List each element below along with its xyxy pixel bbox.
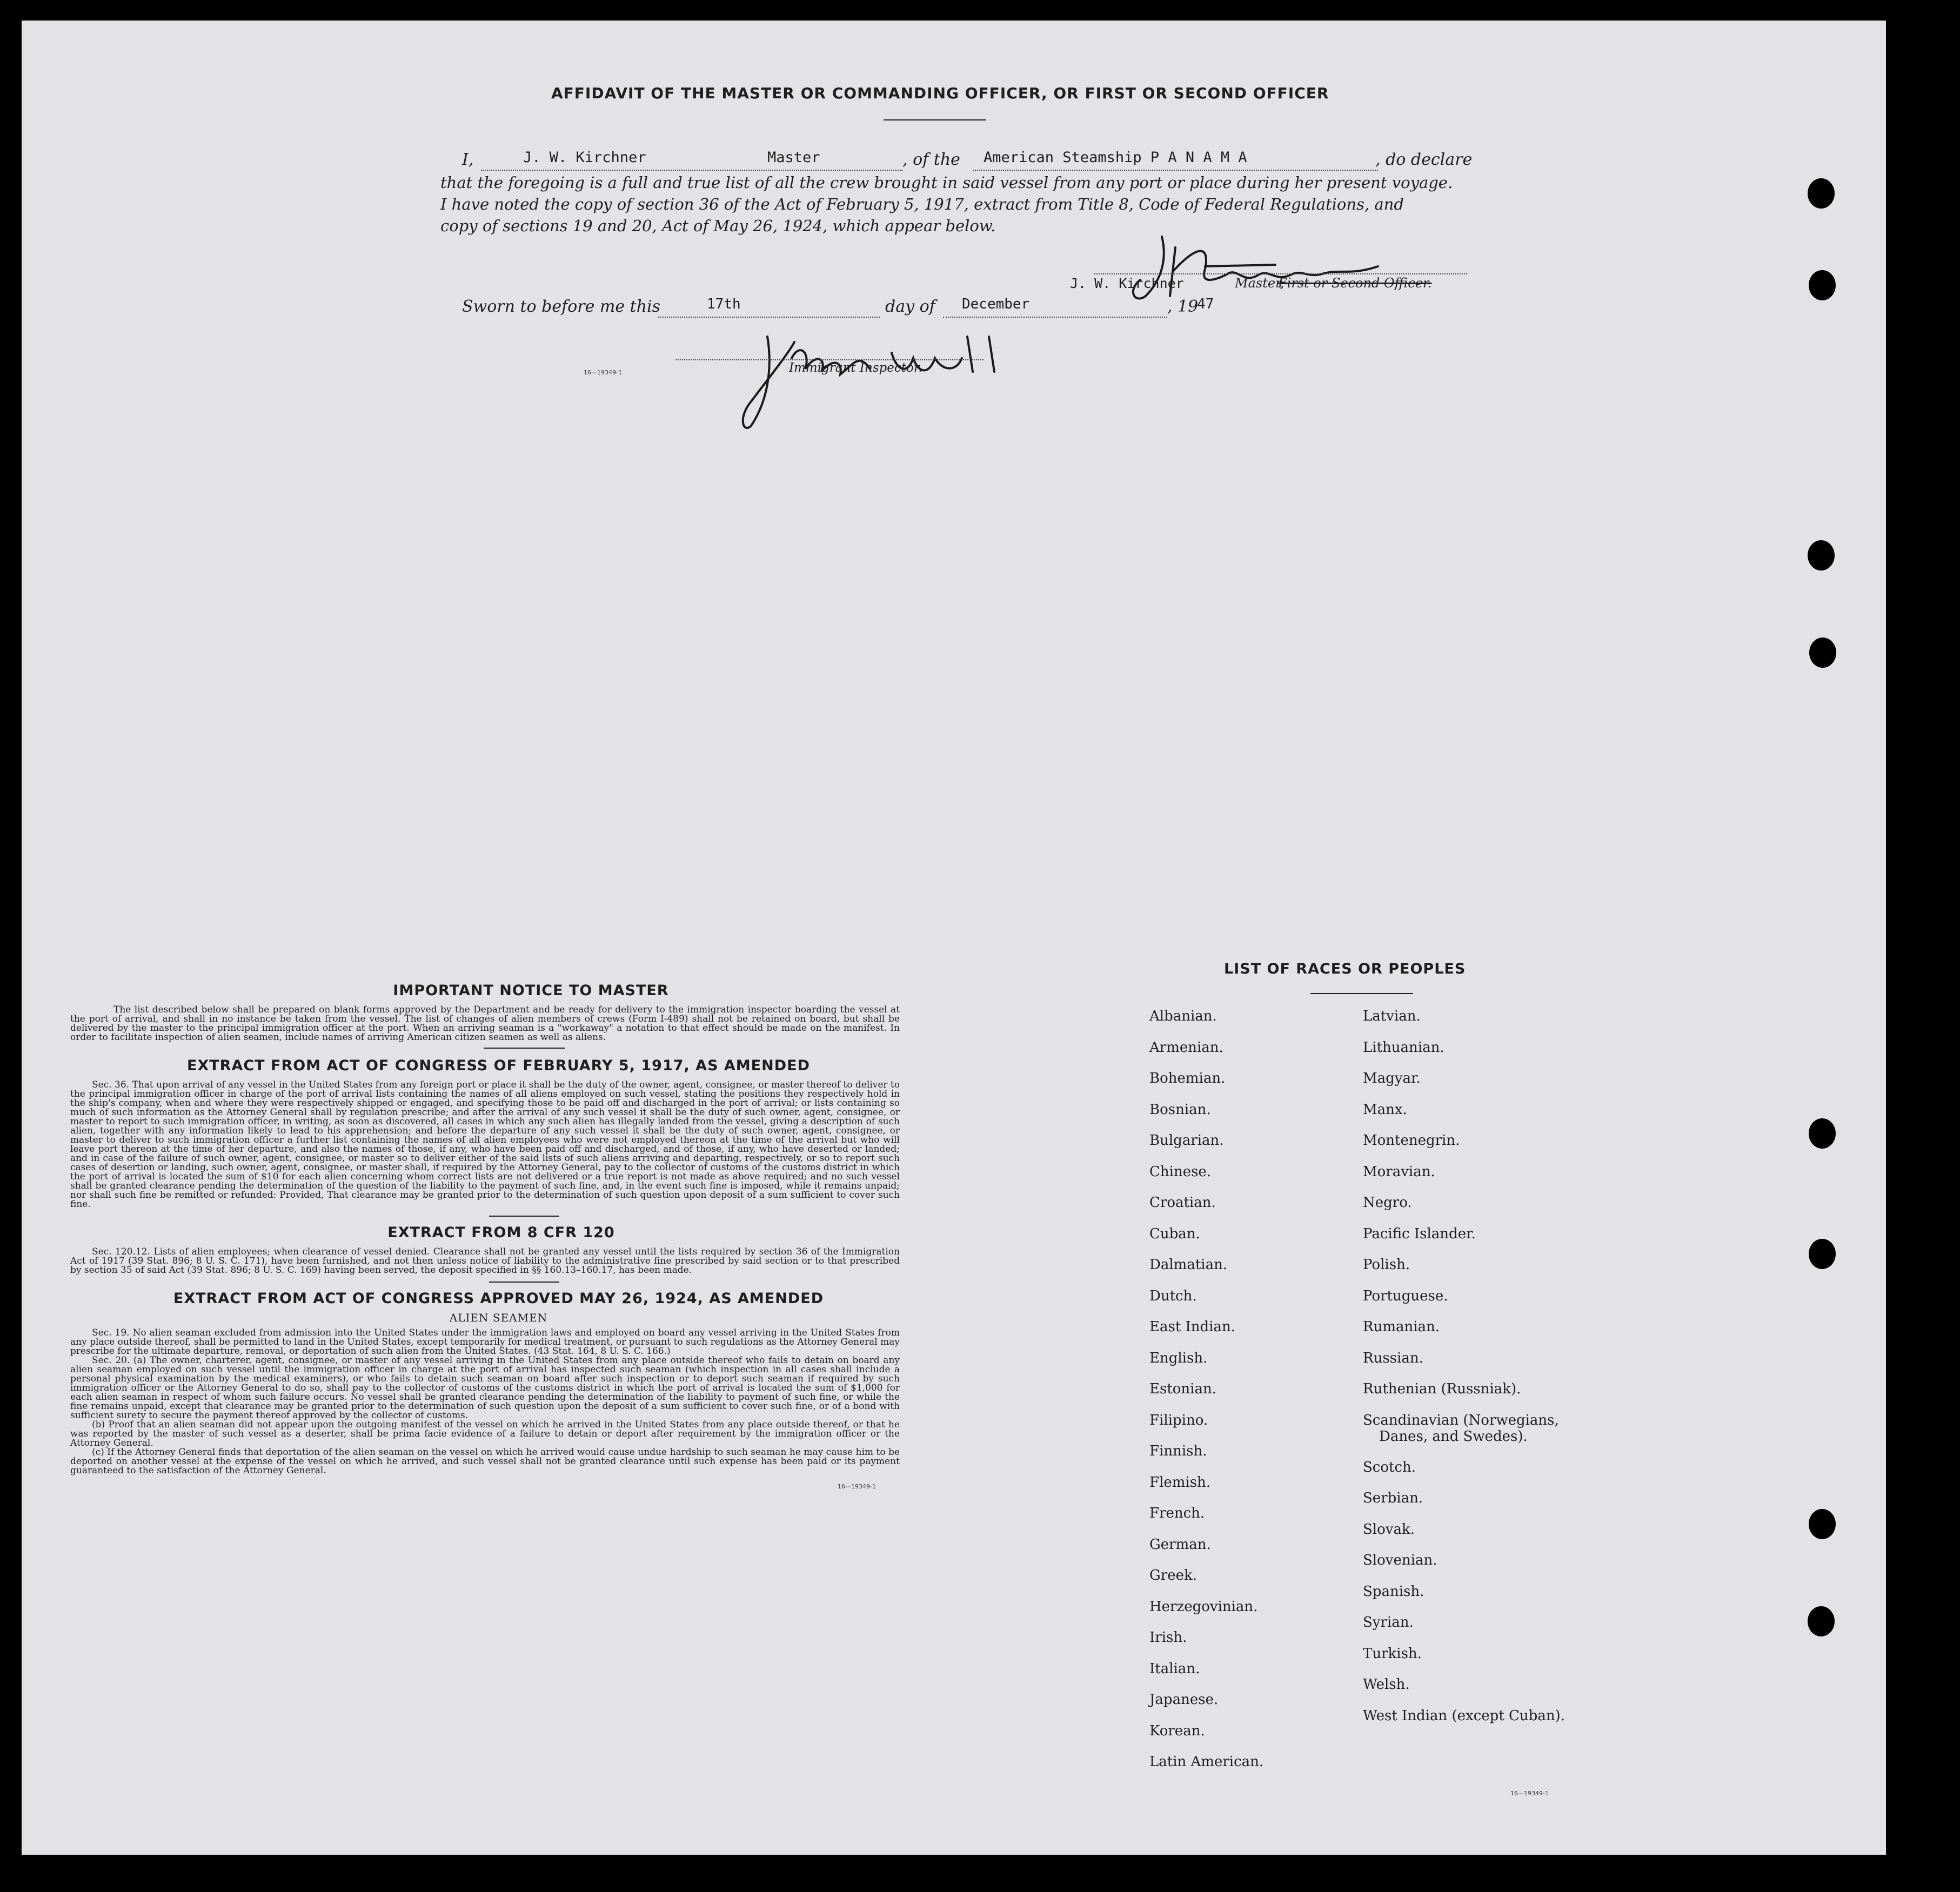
race-entry: Korean. xyxy=(1149,1722,1205,1739)
race-entry: Latvian. xyxy=(1363,1008,1421,1024)
race-row xyxy=(1363,1584,1565,1615)
declaration-line-3: I have noted the copy of section 36 of the Act of February 5, 1917, extract from Title 8, Code of Federal Regulations, and xyxy=(440,195,1404,213)
race-row xyxy=(1149,1692,1263,1723)
year-suffix: 47 xyxy=(1197,296,1214,312)
race-entry: Armenian. xyxy=(1149,1039,1223,1056)
race-row xyxy=(1363,1708,1565,1739)
race-entry: Bosnian. xyxy=(1149,1101,1211,1118)
sworn-day: 17th xyxy=(707,296,741,312)
race-entry: Chinese. xyxy=(1149,1163,1212,1180)
notice-rule-2 xyxy=(489,1216,559,1217)
race-row xyxy=(1149,1537,1263,1568)
race-row xyxy=(1363,1428,1565,1459)
act-1917-body: Sec. 36. That upon arrival of any vessel in the United States from any foreign port or place it shall be the duty of the owner, agent, consignee, or master thereof to deliver to the principal immigration officer in charge of the port of arrival lists containing the names of all aliens employed on such vessel, stating the positions they respectively hold in the ship's company, when and where they were respectively shipped or engaged, and specifying those to be paid off and discharged in the port of arrival; or lists containing so much of such information as the Attorney General shall by regulation prescribe; and after the arrival of any such vessel it shall be the duty of such owner, agent, consignee, or master to report to such immigration officer, in writing, as soon as discovered, all cases in which any such alien has illegally landed from the vessel, giving a description of such alien, together with any information likely to lead to his apprehension; and before the departure of any such vessel it shall be the duty of such owner, agent, consignee, or master to deliver to such immigration officer a further list containing the names of all alien employees who were not employed thereon at the time of the arrival but who will leave port thereon at the time of her departure, and also the names of those, if any, who have been paid off and discharged, and of those, if any, who have deserted or landed; and in case of the failure of such owner, agent, consignee, or master so to deliver either of the said lists of such aliens arriving and departing, respectively, or so to report such cases of desertion or landing, such owner, agent, consignee, or master shall, if required by the Attorney General, pay to the collector of customs of the customs district in which the port of arrival is located the sum of $10 for each alien concerning whom correct lists are not delivered or a true report is not made as above required; and no such vessel shall be granted clearance pending the determination of the question of the liability to the payment of such fine, and, in the event such fine is imposed, while it remains unpaid; nor shall such fine be remitted or refunded: Provided, That clearance may be granted prior to the determination of such question upon deposit of a sum sufficient to cover such fine. xyxy=(70,1079,900,1210)
race-entry: Irish. xyxy=(1149,1629,1187,1646)
race-entry: Spanish. xyxy=(1363,1583,1424,1600)
race-entry: Flemish. xyxy=(1149,1474,1211,1491)
of-the-text: , of the xyxy=(902,150,960,169)
race-row xyxy=(1149,1661,1263,1692)
race-entry: Manx. xyxy=(1363,1101,1407,1118)
race-row xyxy=(1363,1008,1565,1039)
race-entry: Bohemian. xyxy=(1149,1070,1226,1086)
race-row xyxy=(1363,1412,1565,1428)
race-row xyxy=(1149,1164,1263,1195)
race-row xyxy=(1149,1443,1263,1474)
struck-title: First or Second Officer. xyxy=(1278,276,1432,291)
punch-hole-7 xyxy=(1809,1509,1836,1539)
race-row xyxy=(1363,1552,1565,1584)
races-form-code: 16—19349-1 xyxy=(1510,1790,1549,1797)
inspector-line xyxy=(675,358,984,360)
inspector-signature xyxy=(735,320,1027,439)
affidavit-form-code: 16—19349-1 xyxy=(584,369,622,376)
signer-typed-name: J. W. Kirchner xyxy=(1070,276,1184,291)
race-entry: Dutch. xyxy=(1149,1287,1197,1304)
year-prefix: , 19 xyxy=(1167,297,1199,316)
punch-hole-4 xyxy=(1809,638,1836,668)
race-row xyxy=(1363,1646,1565,1677)
race-entry: Lithuanian. xyxy=(1363,1039,1444,1056)
rank-value: Master xyxy=(767,149,820,166)
race-row xyxy=(1363,1459,1565,1491)
race-entry: Portuguese. xyxy=(1363,1287,1448,1304)
race-row xyxy=(1149,1319,1263,1350)
declaration-line-2: that the foregoing is a full and true list of all the crew brought in said vessel from any port or place during her present voyage. xyxy=(440,173,1453,192)
do-declare-text: , do declare xyxy=(1375,150,1473,169)
master-name: J. W. Kirchner xyxy=(523,149,646,166)
race-entry: Herzegovinian. xyxy=(1149,1598,1258,1615)
race-entry: Dalmatian. xyxy=(1149,1257,1228,1273)
race-entry: Greek. xyxy=(1149,1567,1197,1584)
race-row xyxy=(1149,1132,1263,1164)
inspector-label: Immigrant Inspector. xyxy=(789,361,922,375)
race-entry: Japanese. xyxy=(1149,1692,1219,1708)
races-rule xyxy=(1310,993,1413,994)
race-entry: Montenegrin. xyxy=(1363,1132,1460,1149)
race-row xyxy=(1149,1288,1263,1319)
race-entry: Negro. xyxy=(1363,1195,1412,1211)
race-row xyxy=(1149,1629,1263,1661)
sec-20a-body: Sec. 20. (a) The owner, charterer, agent, consignee, or master of any vessel arriving in the United States from any place outside thereof who fails to detain on board any alien seaman employed on such vessel until the immigration officer in charge at the port of arrival has inspected such seaman (which inspection in all cases shall include a personal physical examination by the medical examiners), or who fails to detain such seaman on board after such inspection or to deport such seaman if required by such immigration officer or the Attorney General to do so, shall pay to the collector of customs of the customs district in which the port of arrival is located the sum of $1,000 for each alien seaman in respect of whom such failure occurs. No vessel shall be granted clearance pending the determination of the liability to payment of such fine, or while the fine remains unpaid, except that clearance may be granted prior to the determination of such question upon the deposit of a sum sufficient to cover such fine, or of a bond with sufficient surety to secure the payment thereof approved by the collector of customs. xyxy=(70,1355,900,1421)
race-row xyxy=(1363,1288,1565,1319)
race-entry: Croatian. xyxy=(1149,1195,1216,1211)
race-entry: Polish. xyxy=(1363,1257,1410,1273)
race-row xyxy=(1149,1102,1263,1133)
race-row xyxy=(1149,1754,1263,1785)
notice-column xyxy=(70,982,900,1490)
race-row xyxy=(1149,1567,1263,1599)
race-entry: Bulgarian. xyxy=(1149,1132,1224,1149)
day-field-line xyxy=(658,297,880,318)
punch-hole-8 xyxy=(1808,1606,1835,1636)
race-entry: Scotch. xyxy=(1363,1459,1416,1475)
sec-20c-body: (c) If the Attorney General finds that deportation of the alien seaman on the vessel on which he arrived would cause undue hardship to such seaman he may cause him to be deported on another vessel at the expense of the vessel on which he arrived, and such vessel shall not be granted clearance until such expense has been paid or its payment guaranteed to the satisfaction of the Attorney General. xyxy=(70,1447,900,1476)
day-of-text: day of xyxy=(885,297,935,316)
race-entry: Italian. xyxy=(1149,1660,1200,1677)
races-title: LIST OF RACES OR PEOPLES xyxy=(1224,961,1466,977)
cfr-body: Sec. 120.12. Lists of alien employees; when clearance of vessel denied. Clearance shall not be granted any vessel until the lists required by section 36 of the Immigration Act of 1917 (39 Stat. 896; 8 U. S. C. 171), have been furnished, and not then unless notice of liability to the administrative fine prescribed by said section or to that prescribed by section 35 of said Act (39 Stat. 896; 8 U. S. C. 169) having been served, the deposit specified in §§ 160.13–160.17, has been made. xyxy=(70,1246,900,1276)
race-row xyxy=(1363,1381,1565,1412)
race-entry: German. xyxy=(1149,1536,1211,1553)
notice-body: The list described below shall be prepared on blank forms approved by the Department and be ready for delivery to the immigration inspector boarding the vessel at the port of arrival, and shall in no instance be taken from the vessel. The list of changes of alien members of crews (Form I-489) shall not be retained on board, but shall be delivered by the master to the principal immigration officer at the port. When an arriving seaman is a "workaway" a notation to that effect should be made on the manifest. In order to facilitate inspection of alien seamen, include names of arriving American citizen seamen as well as aliens. xyxy=(70,1004,900,1043)
race-entry: Albanian. xyxy=(1149,1008,1217,1024)
document-page xyxy=(22,21,1886,1855)
race-row xyxy=(1149,1226,1263,1257)
race-row xyxy=(1363,1490,1565,1521)
race-entry: Danes, and Swedes). xyxy=(1379,1428,1528,1445)
race-entry: Rumanian. xyxy=(1363,1319,1440,1335)
race-row xyxy=(1149,1599,1263,1630)
notice-form-code: 16—19349-1 xyxy=(838,1483,876,1490)
race-entry: Estonian. xyxy=(1149,1381,1216,1397)
notice-title: IMPORTANT NOTICE TO MASTER xyxy=(393,982,669,999)
race-entry: West Indian (except Cuban). xyxy=(1363,1707,1565,1724)
race-row xyxy=(1149,1070,1263,1102)
race-row xyxy=(1149,1008,1263,1039)
race-row xyxy=(1363,1226,1565,1257)
race-entry: Cuban. xyxy=(1149,1225,1200,1242)
race-entry: Filipino. xyxy=(1149,1412,1208,1428)
signature-line xyxy=(1094,272,1467,274)
race-row xyxy=(1149,1505,1263,1537)
cfr-title: EXTRACT FROM 8 CFR 120 xyxy=(387,1224,615,1241)
race-row xyxy=(1363,1257,1565,1288)
race-entry: Serbian. xyxy=(1363,1490,1423,1506)
act-1924-title: EXTRACT FROM ACT OF CONGRESS APPROVED MAY 26, 1924, AS AMENDED xyxy=(173,1290,824,1307)
race-row xyxy=(1363,1102,1565,1133)
race-row xyxy=(1363,1039,1565,1071)
race-entry: Magyar. xyxy=(1363,1070,1421,1086)
race-row xyxy=(1363,1676,1565,1708)
sworn-month: December xyxy=(962,296,1030,312)
races-left-column xyxy=(1149,1008,1263,1785)
race-entry: Syrian. xyxy=(1363,1614,1414,1631)
race-entry: Moravian. xyxy=(1363,1163,1435,1180)
race-entry: Slovak. xyxy=(1363,1521,1415,1538)
notice-rule-1 xyxy=(484,1048,565,1049)
race-entry: Scandinavian (Norwegians, xyxy=(1363,1412,1559,1428)
race-row xyxy=(1149,1412,1263,1444)
vessel-name: American Steamship P A N A M A xyxy=(984,149,1247,166)
race-entry: Russian. xyxy=(1363,1350,1423,1366)
race-row xyxy=(1363,1319,1565,1350)
punch-hole-6 xyxy=(1809,1239,1836,1269)
punch-hole-2 xyxy=(1809,270,1836,300)
race-row xyxy=(1363,1521,1565,1553)
race-row xyxy=(1363,1070,1565,1102)
race-entry: Welsh. xyxy=(1363,1676,1410,1693)
race-entry: Pacific Islander. xyxy=(1363,1225,1476,1242)
race-entry: East Indian. xyxy=(1149,1319,1236,1335)
race-entry: Turkish. xyxy=(1363,1645,1422,1662)
races-left-table xyxy=(1149,1008,1263,1785)
race-row xyxy=(1149,1381,1263,1412)
race-entry: Slovenian. xyxy=(1363,1552,1437,1568)
race-row xyxy=(1149,1257,1263,1288)
race-row xyxy=(1149,1039,1263,1071)
signer-title: Master, xyxy=(1235,276,1285,291)
punch-hole-3 xyxy=(1808,540,1835,571)
declaration-line-4: copy of sections 19 and 20, Act of May 26, 1924, which appear below. xyxy=(440,217,996,235)
race-entry: French. xyxy=(1149,1505,1205,1521)
race-row xyxy=(1363,1350,1565,1381)
race-row xyxy=(1363,1195,1565,1226)
pronoun-text: I, xyxy=(462,150,474,169)
affidavit-title: AFFIDAVIT OF THE MASTER OR COMMANDING OFFICER, OR FIRST OR SECOND OFFICER xyxy=(551,84,1329,102)
race-row xyxy=(1149,1195,1263,1226)
race-row xyxy=(1363,1132,1565,1164)
race-entry: English. xyxy=(1149,1350,1208,1366)
sec-20b-body: (b) Proof that an alien seaman did not appear upon the outgoing manifest of the vessel on which he arrived in the United States from any place outside thereof, or that he was reported by the master of such vessel as a deserter, shall be prima facie evidence of a failure to detain or deport after requirement by the immigration officer or the Attorney General. xyxy=(70,1419,900,1448)
act-1917-title: EXTRACT FROM ACT OF CONGRESS OF FEBRUARY 5, 1917, AS AMENDED xyxy=(187,1057,810,1074)
race-entry: Latin American. xyxy=(1149,1754,1264,1770)
race-row xyxy=(1363,1614,1565,1646)
punch-hole-5 xyxy=(1809,1118,1836,1149)
race-row xyxy=(1363,1164,1565,1195)
sec-19-body: Sec. 19. No alien seaman excluded from admission into the United States under the immigration laws and employed on board any vessel arriving in the United States from any place outside thereof, shall be permitted to land in the United States, except temporarily for medical treatment, or pursuant to such regulations as the Attorney General may prescribe for the ultimate departure, removal, or deportation of such alien from the United States. (43 Stat. 164, 8 U. S. C. 166.) xyxy=(70,1327,900,1357)
title-rule xyxy=(884,119,986,120)
race-entry: Ruthenian (Russniak). xyxy=(1363,1381,1521,1397)
race-row xyxy=(1149,1723,1263,1754)
notice-rule-3 xyxy=(489,1282,559,1283)
race-row xyxy=(1149,1350,1263,1381)
races-right-column xyxy=(1363,1008,1565,1739)
sworn-prefix: Sworn to before me this xyxy=(462,297,661,316)
races-right-table xyxy=(1363,1008,1565,1739)
race-entry: Finnish. xyxy=(1149,1443,1207,1459)
race-row xyxy=(1149,1474,1263,1506)
alien-seamen-heading: ALIEN SEAMEN xyxy=(449,1311,548,1324)
punch-hole-1 xyxy=(1808,178,1835,209)
